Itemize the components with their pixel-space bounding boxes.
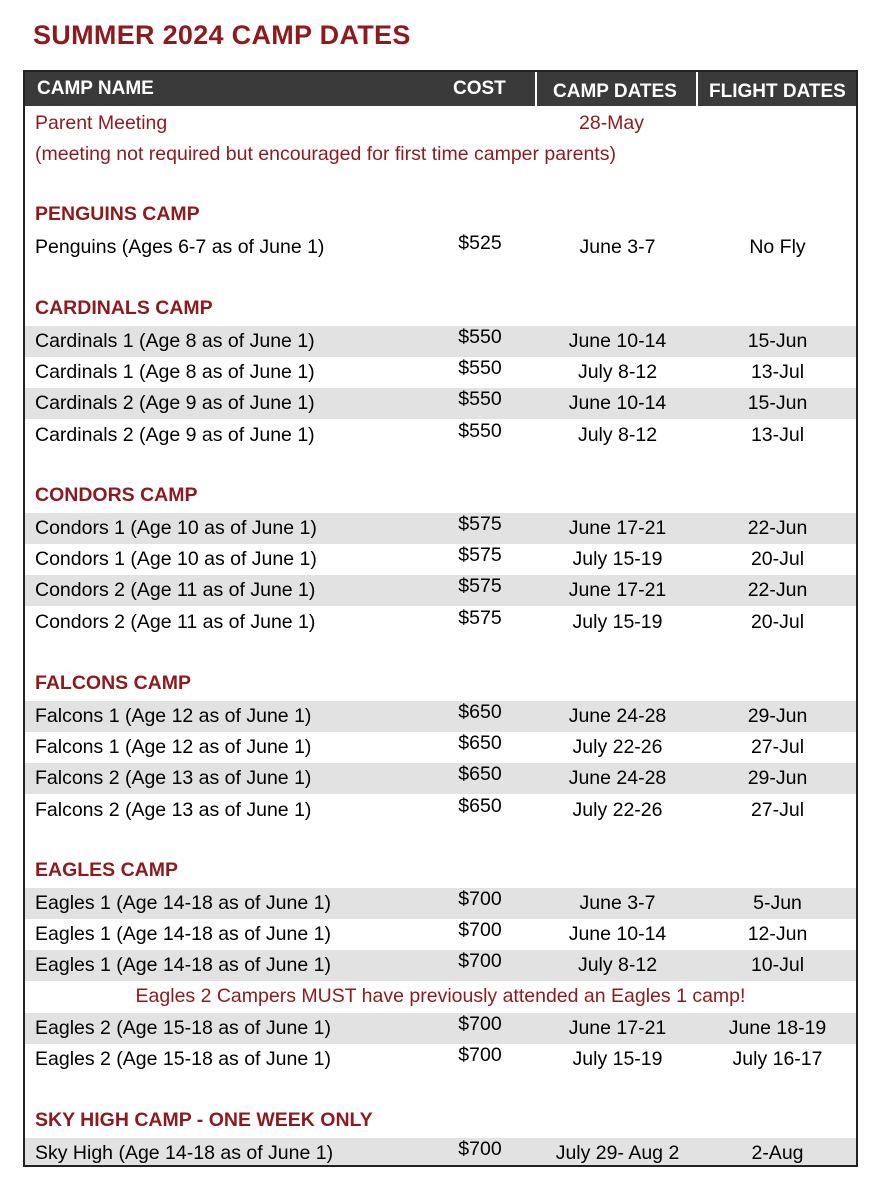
camp-dates-cell: July 15-19 bbox=[572, 610, 663, 633]
cost-cell: $650 bbox=[458, 763, 502, 786]
camp-dates-cell: July 15-19 bbox=[572, 1048, 663, 1070]
camp-dates-cell: June 17-21 bbox=[568, 1016, 667, 1039]
camp-name-cell: Cardinals 1 (Age 8 as of June 1) bbox=[35, 330, 315, 352]
cost-cell: $700 bbox=[458, 1012, 502, 1035]
flight-dates-cell: 12-Jun bbox=[747, 923, 808, 946]
flight-dates-cell: 22-Jun bbox=[747, 517, 808, 539]
cost-cell: $700 bbox=[458, 888, 502, 910]
section-title: PENGUINS CAMP bbox=[35, 203, 200, 225]
section-title: CONDORS CAMP bbox=[35, 484, 198, 506]
flight-dates-cell: 29-Jun bbox=[747, 767, 808, 790]
camp-name-cell: Falcons 1 (Age 12 as of June 1) bbox=[35, 736, 312, 759]
cost-cell: $650 bbox=[458, 701, 502, 723]
header-cost: COST bbox=[453, 78, 506, 99]
cost-cell: $525 bbox=[458, 232, 502, 254]
flight-dates-cell: 27-Jul bbox=[750, 736, 805, 759]
eagles-2-notice: Eagles 2 Campers MUST have previously attended an Eagles 1 camp! bbox=[135, 984, 746, 1007]
table-row bbox=[25, 607, 856, 638]
camp-dates-cell: June 17-21 bbox=[568, 579, 667, 602]
camp-name-cell: Condors 1 (Age 10 as of June 1) bbox=[35, 517, 317, 539]
camp-name-cell: Cardinals 2 (Age 9 as of June 1) bbox=[35, 392, 315, 415]
cost-cell: $700 bbox=[458, 950, 502, 973]
camp-dates-cell: July 8-12 bbox=[577, 954, 658, 977]
flight-dates-cell: July 16-17 bbox=[732, 1048, 823, 1070]
cost-cell: $650 bbox=[458, 794, 502, 817]
table-row bbox=[25, 795, 856, 826]
camp-name-cell: Sky High (Age 14-18 as of June 1) bbox=[35, 1142, 334, 1164]
flight-dates-cell: 29-Jun bbox=[747, 705, 808, 727]
cost-cell: $550 bbox=[458, 326, 502, 348]
camp-dates-cell: June 24-28 bbox=[568, 705, 667, 727]
cost-cell: $575 bbox=[458, 606, 502, 629]
camp-name-cell: Falcons 2 (Age 13 as of June 1) bbox=[35, 767, 312, 790]
camp-name-cell: Cardinals 2 (Age 9 as of June 1) bbox=[35, 423, 315, 446]
section-title: CARDINALS CAMP bbox=[35, 297, 213, 319]
camp-dates-cell: June 10-14 bbox=[568, 330, 667, 352]
cost-cell: $700 bbox=[458, 1044, 502, 1066]
flight-dates-cell: 13-Jul bbox=[750, 361, 805, 384]
camp-dates-cell: June 24-28 bbox=[568, 767, 667, 790]
flight-dates-cell: June 18-19 bbox=[728, 1016, 827, 1039]
parent-meeting-date: 28-May bbox=[579, 112, 645, 134]
camp-name-cell: Eagles 2 (Age 15-18 as of June 1) bbox=[35, 1016, 331, 1039]
header-divider bbox=[535, 72, 537, 106]
camp-dates-cell: June 17-21 bbox=[568, 517, 667, 539]
cost-cell: $550 bbox=[458, 419, 502, 442]
cost-cell: $575 bbox=[458, 575, 502, 598]
camp-name-cell: Falcons 1 (Age 12 as of June 1) bbox=[35, 705, 312, 727]
table-row bbox=[25, 1138, 856, 1167]
flight-dates-cell: 15-Jun bbox=[747, 392, 808, 415]
flight-dates-cell: 22-Jun bbox=[747, 579, 808, 602]
camp-name-cell: Condors 2 (Age 11 as of June 1) bbox=[35, 579, 316, 602]
camp-dates-cell: July 8-12 bbox=[577, 361, 658, 384]
parent-meeting-label: Parent Meeting bbox=[35, 112, 168, 134]
cost-cell: $650 bbox=[458, 732, 502, 755]
camp-name-cell: Eagles 1 (Age 14-18 as of June 1) bbox=[35, 954, 331, 977]
camp-dates-cell: June 10-14 bbox=[568, 923, 667, 946]
camp-dates-table bbox=[23, 70, 858, 1167]
table-row bbox=[25, 232, 856, 263]
camp-dates-cell: July 8-12 bbox=[577, 423, 658, 446]
camp-dates-cell: June 3-7 bbox=[579, 236, 656, 258]
flight-dates-cell: 27-Jul bbox=[750, 798, 805, 821]
page-title: SUMMER 2024 CAMP DATES bbox=[33, 20, 411, 50]
camp-name-cell: Condors 2 (Age 11 as of June 1) bbox=[35, 610, 316, 633]
header-camp-name: CAMP NAME bbox=[37, 78, 154, 99]
camp-name-cell: Eagles 1 (Age 14-18 as of June 1) bbox=[35, 892, 331, 914]
section-title: SKY HIGH CAMP - ONE WEEK ONLY bbox=[35, 1109, 373, 1131]
camp-dates-cell: June 3-7 bbox=[579, 892, 656, 914]
table-header bbox=[25, 72, 856, 106]
camp-dates-cell: July 22-26 bbox=[572, 798, 663, 821]
flight-dates-cell: 20-Jul bbox=[750, 548, 805, 571]
table-row bbox=[25, 1044, 856, 1075]
camp-dates-cell: June 10-14 bbox=[568, 392, 667, 415]
parent-meeting-note: (meeting not required but encouraged for first time camper parents) bbox=[35, 143, 616, 165]
flight-dates-cell: 2-Aug bbox=[751, 1142, 804, 1164]
flight-dates-cell: 15-Jun bbox=[747, 330, 808, 352]
cost-cell: $575 bbox=[458, 513, 502, 535]
camp-dates-cell: July 22-26 bbox=[572, 736, 663, 759]
table-row bbox=[25, 420, 856, 451]
flight-dates-cell: 13-Jul bbox=[750, 423, 805, 446]
cost-cell: $575 bbox=[458, 544, 502, 567]
header-camp-dates: CAMP DATES bbox=[553, 81, 677, 102]
cost-cell: $700 bbox=[458, 1138, 502, 1160]
camp-name-cell: Falcons 2 (Age 13 as of June 1) bbox=[35, 798, 312, 821]
header-divider bbox=[696, 72, 698, 106]
camp-name-cell: Penguins (Ages 6-7 as of June 1) bbox=[35, 236, 325, 258]
camp-name-cell: Condors 1 (Age 10 as of June 1) bbox=[35, 548, 317, 571]
camp-name-cell: Cardinals 1 (Age 8 as of June 1) bbox=[35, 361, 315, 384]
section-title: FALCONS CAMP bbox=[35, 672, 191, 694]
flight-dates-cell: 5-Jun bbox=[753, 892, 802, 914]
camp-name-cell: Eagles 2 (Age 15-18 as of June 1) bbox=[35, 1048, 331, 1070]
flight-dates-cell: 20-Jul bbox=[750, 610, 805, 633]
header-flight-dates: FLIGHT DATES bbox=[709, 81, 846, 102]
camp-name-cell: Eagles 1 (Age 14-18 as of June 1) bbox=[35, 923, 331, 946]
section-title: EAGLES CAMP bbox=[35, 859, 179, 881]
flight-dates-cell: No Fly bbox=[749, 236, 806, 258]
cost-cell: $550 bbox=[458, 388, 502, 411]
table-row bbox=[25, 950, 856, 981]
flight-dates-cell: 10-Jul bbox=[750, 954, 805, 977]
cost-cell: $550 bbox=[458, 357, 502, 380]
cost-cell: $700 bbox=[458, 919, 502, 942]
camp-dates-cell: July 15-19 bbox=[572, 548, 663, 571]
camp-dates-cell: July 29- Aug 2 bbox=[555, 1142, 680, 1164]
